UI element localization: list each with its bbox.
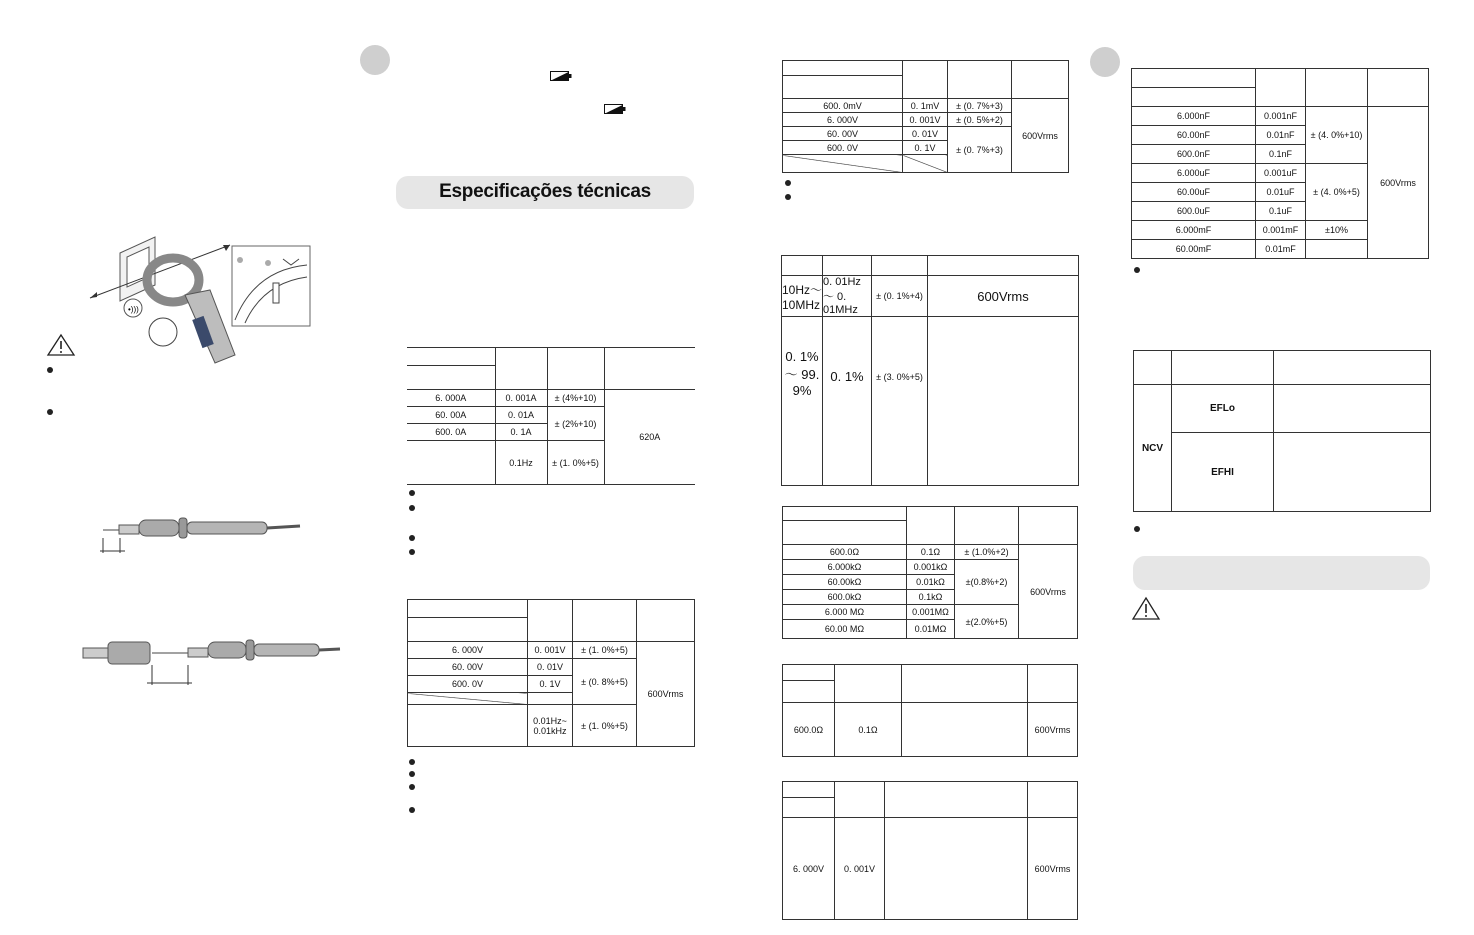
table-cell: 60.00uF [1132, 183, 1256, 202]
diode-spec-table [782, 781, 1078, 920]
table-cell: 600.0Ω [783, 703, 835, 757]
table-cell [408, 705, 528, 747]
table-cell: 60.00 MΩ [783, 620, 907, 639]
page-number-circle [1090, 47, 1120, 77]
table-cell: 620A [604, 390, 695, 485]
table-cell: 0. 01V [903, 127, 948, 141]
table-cell: 60.00mF [1132, 240, 1256, 259]
table-cell: 600.0Ω [783, 545, 907, 560]
table-cell: 6.000 MΩ [783, 605, 907, 620]
bullet [409, 490, 415, 496]
bullet [409, 505, 415, 511]
capacitance-spec-table [1131, 68, 1429, 259]
table-cell: 0.01nF [1256, 126, 1306, 145]
bullet [409, 784, 415, 790]
table-cell: ± (0. 5%+2) [948, 113, 1012, 127]
table-cell: 0. 001V [903, 113, 948, 127]
low-battery-icon [550, 71, 572, 81]
svg-text:•))): •))) [128, 305, 139, 314]
bullet [409, 549, 415, 555]
table-cell: 0. 01Hz～ 0. 01MHz [823, 276, 872, 317]
table-cell: ± (0. 7%+3) [948, 127, 1012, 173]
table-cell: 0.01mF [1256, 240, 1306, 259]
table-cell: 6. 000V [783, 113, 903, 127]
table-cell: 60. 00V [408, 659, 528, 676]
table-cell: 0.1nF [1256, 145, 1306, 164]
table-cell: ±10% [1306, 221, 1368, 240]
table-cell: 0. 1V [903, 141, 948, 155]
section-heading: Especificações técnicas [439, 181, 651, 202]
table-cell: 6.000nF [1132, 107, 1256, 126]
table-cell: 0.001kΩ [907, 560, 955, 575]
section-heading-bar [1133, 556, 1430, 590]
table-cell: 6. 000A [407, 390, 495, 407]
current-spec-table [407, 347, 695, 485]
table-cell: 60. 00A [407, 407, 495, 424]
bullet [409, 535, 415, 541]
table-cell-diagonal [783, 155, 903, 173]
table-cell: 0. 01V [528, 659, 573, 676]
table-cell: 6.000mF [1132, 221, 1256, 240]
table-cell: 0. 01A [495, 407, 547, 424]
table-cell: 0.1Ω [907, 545, 955, 560]
table-cell: ± (4. 0%+10) [1306, 107, 1368, 164]
bullet [409, 807, 415, 813]
table-cell: 600.0uF [1132, 202, 1256, 221]
page-number-circle [360, 45, 390, 75]
low-battery-icon [604, 104, 626, 114]
table-cell: 0.001MΩ [907, 605, 955, 620]
table-cell: 6.000kΩ [783, 560, 907, 575]
table-cell: 0.01Hz~ 0.01kHz [528, 705, 573, 747]
table-cell: ± (0. 7%+3) [948, 99, 1012, 113]
ncv-spec-table [1133, 350, 1431, 512]
bullet [409, 771, 415, 777]
bullet [409, 759, 415, 765]
table-cell: 600. 0V [783, 141, 903, 155]
table-cell: EFLo [1172, 385, 1274, 433]
table-cell: 60.00nF [1132, 126, 1256, 145]
table-cell: 0. 1% ～ 99. 9% [782, 317, 823, 486]
table-cell: ± (1.0%+2) [955, 545, 1019, 560]
table-cell-diagonal [408, 693, 528, 705]
table-cell: 600.0kΩ [783, 590, 907, 605]
table-cell: 600Vrms [637, 642, 695, 747]
table-cell: 0.1Hz [495, 441, 547, 485]
table-cell: 0.001mF [1256, 221, 1306, 240]
table-cell: 600. 0mV [783, 99, 903, 113]
section-heading-bar [396, 176, 694, 209]
resistance-spec-table [782, 506, 1078, 639]
table-cell: 0. 1mV [903, 99, 948, 113]
table-cell: ± (0. 1%+4) [872, 276, 928, 317]
table-cell: ± (2%+10) [547, 407, 604, 441]
table-cell: EFHI [1172, 433, 1274, 512]
table-cell: ± (4%+10) [547, 390, 604, 407]
table-cell: 0. 1% [823, 317, 872, 486]
table-cell: 60. 00V [783, 127, 903, 141]
table-cell: ± (4. 0%+5) [1306, 164, 1368, 221]
table-cell: 600.0nF [1132, 145, 1256, 164]
table-cell: 0. 1V [528, 676, 573, 693]
table-cell: 0.001uF [1256, 164, 1306, 183]
table-cell: 0.1kΩ [907, 590, 955, 605]
table-cell: ± (1. 0%+5) [547, 441, 604, 485]
table-cell: 600Vrms [1028, 703, 1078, 757]
table-cell: 600Vrms [1028, 818, 1078, 920]
table-cell: 0. 001V [528, 642, 573, 659]
table-cell: 10Hz～ 10MHz [782, 276, 823, 317]
table-cell: 6. 000V [783, 818, 835, 920]
table-cell: 600Vrms [1012, 99, 1069, 173]
test-probe-illustration [95, 508, 305, 558]
table-cell: 600. 0V [408, 676, 528, 693]
table-cell: 6. 000V [408, 642, 528, 659]
bullet [47, 367, 53, 373]
bullet [1134, 526, 1140, 532]
table-cell-diagonal [903, 155, 948, 173]
table-cell: 0.1uF [1256, 202, 1306, 221]
dcv-spec-table [407, 599, 695, 747]
frequency-spec-table [781, 255, 1079, 486]
continuity-spec-table [782, 664, 1078, 757]
table-cell: 0.01uF [1256, 183, 1306, 202]
table-cell: 600. 0A [407, 424, 495, 441]
table-cell: 0. 1A [495, 424, 547, 441]
warning-icon [1131, 596, 1161, 622]
test-probe-cap-illustration [80, 630, 345, 690]
table-cell: 60.00kΩ [783, 575, 907, 590]
table-cell: ± (3. 0%+5) [872, 317, 928, 486]
table-cell: 600Vrms [1368, 107, 1429, 259]
table-cell: 6.000uF [1132, 164, 1256, 183]
table-cell: 0.1Ω [835, 703, 902, 757]
table-cell: 0. 001A [495, 390, 547, 407]
table-cell: ± (1. 0%+5) [573, 705, 637, 747]
table-cell: 600Vrms [1019, 545, 1078, 639]
bullet [1134, 267, 1140, 273]
clamp-meter-illustration [85, 225, 320, 375]
table-cell: 0. 001V [835, 818, 885, 920]
table-cell: ± (1. 0%+5) [573, 642, 637, 659]
table-cell: 0.01kΩ [907, 575, 955, 590]
mv-spec-table [782, 60, 1069, 173]
table-cell: ±(0.8%+2) [955, 560, 1019, 605]
table-cell: ± (0. 8%+5) [573, 659, 637, 705]
table-cell: NCV [1134, 385, 1172, 512]
warning-icon [46, 333, 76, 357]
table-cell: 0.01MΩ [907, 620, 955, 639]
table-cell: 0.001nF [1256, 107, 1306, 126]
table-cell: ±(2.0%+5) [955, 605, 1019, 639]
bullet [785, 180, 791, 186]
table-cell: 600Vrms [928, 276, 1079, 317]
bullet [785, 194, 791, 200]
bullet [47, 409, 53, 415]
table-cell [407, 441, 495, 485]
